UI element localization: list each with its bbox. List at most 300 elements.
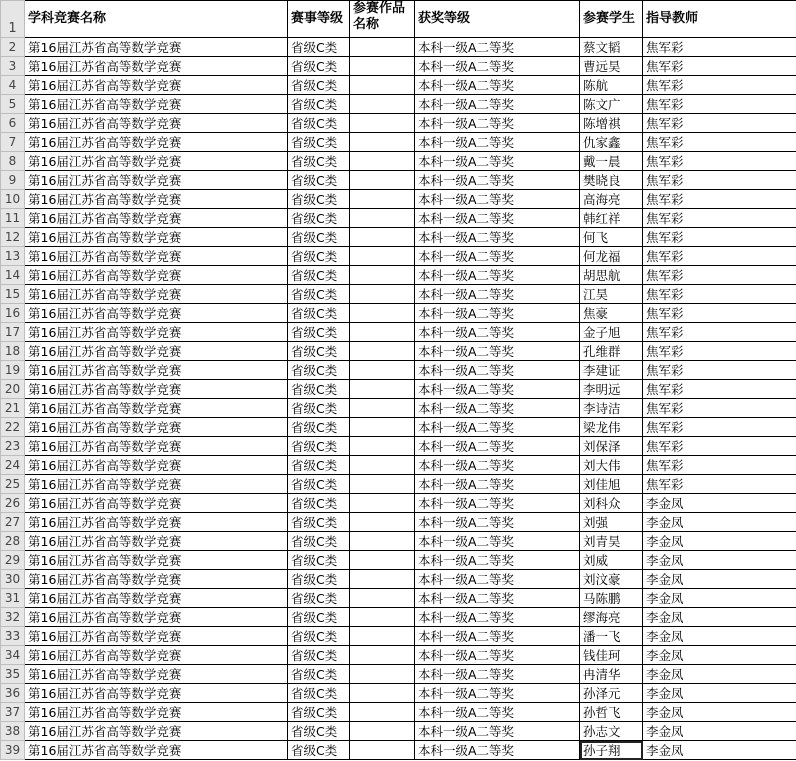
table-row — [1, 380, 796, 399]
cell-student[interactable]: 孙子翔 — [580, 741, 643, 760]
cell-teacher[interactable]: 李金凤 — [643, 722, 796, 741]
row-header[interactable]: 33 — [1, 627, 25, 646]
row-header[interactable]: 8 — [1, 152, 25, 171]
cell-level[interactable]: 省级C类 — [288, 456, 350, 475]
row-header[interactable]: 20 — [1, 380, 25, 399]
cell-competition[interactable]: 第16届江苏省高等数学竞赛 — [25, 247, 288, 266]
cell-award[interactable]: 本科一级A二等奖 — [415, 361, 580, 380]
cell-teacher[interactable]: 焦军彩 — [643, 190, 796, 209]
cell-competition[interactable]: 第16届江苏省高等数学竞赛 — [25, 57, 288, 76]
cell-teacher[interactable]: 李金凤 — [643, 684, 796, 703]
cell-competition[interactable]: 第16届江苏省高等数学竞赛 — [25, 665, 288, 684]
table-row — [1, 703, 796, 722]
cell-award[interactable]: 本科一级A二等奖 — [415, 627, 580, 646]
cell-work-name[interactable] — [350, 190, 415, 209]
cell-level[interactable]: 省级C类 — [288, 399, 350, 418]
cell-competition[interactable]: 第16届江苏省高等数学竞赛 — [25, 494, 288, 513]
cell-teacher[interactable]: 李金凤 — [643, 570, 796, 589]
cell-student[interactable]: 何飞 — [580, 228, 643, 247]
cell-award[interactable]: 本科一级A二等奖 — [415, 475, 580, 494]
table-row — [1, 684, 796, 703]
cell-student[interactable]: 胡思航 — [580, 266, 643, 285]
row-header[interactable]: 2 — [1, 38, 25, 57]
cell-level[interactable]: 省级C类 — [288, 247, 350, 266]
cell-level[interactable]: 省级C类 — [288, 437, 350, 456]
header-work-name[interactable]: 参赛作品名称 — [350, 1, 415, 38]
cell-student[interactable]: 何龙福 — [580, 247, 643, 266]
cell-student[interactable]: 刘科众 — [580, 494, 643, 513]
cell-award[interactable]: 本科一级A二等奖 — [415, 437, 580, 456]
cell-level[interactable]: 省级C类 — [288, 361, 350, 380]
row-header[interactable]: 25 — [1, 475, 25, 494]
cell-student[interactable]: 梁龙伟 — [580, 418, 643, 437]
cell-level[interactable]: 省级C类 — [288, 532, 350, 551]
table-row — [1, 304, 796, 323]
row-header[interactable]: 10 — [1, 190, 25, 209]
table-row — [1, 399, 796, 418]
cell-work-name[interactable] — [350, 361, 415, 380]
cell-competition[interactable]: 第16届江苏省高等数学竞赛 — [25, 532, 288, 551]
cell-competition[interactable]: 第16届江苏省高等数学竞赛 — [25, 361, 288, 380]
row-header[interactable]: 28 — [1, 532, 25, 551]
cell-level[interactable]: 省级C类 — [288, 513, 350, 532]
cell-level[interactable]: 省级C类 — [288, 38, 350, 57]
cell-level[interactable]: 省级C类 — [288, 589, 350, 608]
cell-award[interactable]: 本科一级A二等奖 — [415, 171, 580, 190]
cell-student[interactable]: 陈航 — [580, 76, 643, 95]
row-header[interactable]: 31 — [1, 589, 25, 608]
cell-student[interactable]: 刘大伟 — [580, 456, 643, 475]
cell-teacher[interactable]: 焦军彩 — [643, 171, 796, 190]
cell-teacher[interactable]: 李金凤 — [643, 665, 796, 684]
row-header[interactable]: 32 — [1, 608, 25, 627]
cell-level[interactable]: 省级C类 — [288, 171, 350, 190]
table-row — [1, 513, 796, 532]
row-header[interactable]: 21 — [1, 399, 25, 418]
table-row — [1, 247, 796, 266]
cell-level[interactable]: 省级C类 — [288, 608, 350, 627]
cell-award[interactable]: 本科一级A二等奖 — [415, 589, 580, 608]
cell-teacher[interactable]: 李金凤 — [643, 646, 796, 665]
cell-competition[interactable]: 第16届江苏省高等数学竞赛 — [25, 114, 288, 133]
cell-student[interactable]: 孙哲飞 — [580, 703, 643, 722]
cell-competition[interactable]: 第16届江苏省高等数学竞赛 — [25, 703, 288, 722]
cell-teacher[interactable]: 焦军彩 — [643, 456, 796, 475]
cell-competition[interactable]: 第16届江苏省高等数学竞赛 — [25, 76, 288, 95]
cell-teacher[interactable]: 焦军彩 — [643, 475, 796, 494]
table-row — [1, 342, 796, 361]
cell-teacher[interactable]: 焦军彩 — [643, 285, 796, 304]
cell-competition[interactable]: 第16届江苏省高等数学竞赛 — [25, 285, 288, 304]
cell-work-name[interactable] — [350, 285, 415, 304]
cell-student[interactable]: 刘青昊 — [580, 532, 643, 551]
cell-work-name[interactable] — [350, 551, 415, 570]
cell-competition[interactable]: 第16届江苏省高等数学竞赛 — [25, 342, 288, 361]
cell-work-name[interactable] — [350, 722, 415, 741]
cell-teacher[interactable]: 焦军彩 — [643, 76, 796, 95]
cell-award[interactable]: 本科一级A二等奖 — [415, 152, 580, 171]
cell-student[interactable]: 缪海亮 — [580, 608, 643, 627]
cell-level[interactable]: 省级C类 — [288, 703, 350, 722]
cell-level[interactable]: 省级C类 — [288, 627, 350, 646]
cell-level[interactable]: 省级C类 — [288, 323, 350, 342]
cell-award[interactable]: 本科一级A二等奖 — [415, 608, 580, 627]
cell-work-name[interactable] — [350, 247, 415, 266]
cell-award[interactable]: 本科一级A二等奖 — [415, 380, 580, 399]
header-award[interactable]: 获奖等级 — [415, 1, 580, 38]
header-teacher[interactable]: 指导教师 — [643, 1, 796, 38]
cell-competition[interactable]: 第16届江苏省高等数学竞赛 — [25, 266, 288, 285]
cell-award[interactable]: 本科一级A二等奖 — [415, 323, 580, 342]
cell-level[interactable]: 省级C类 — [288, 114, 350, 133]
cell-work-name[interactable] — [350, 266, 415, 285]
cell-level[interactable]: 省级C类 — [288, 380, 350, 399]
cell-competition[interactable]: 第16届江苏省高等数学竞赛 — [25, 133, 288, 152]
cell-work-name[interactable] — [350, 323, 415, 342]
cell-student[interactable]: 蔡文韬 — [580, 38, 643, 57]
cell-teacher[interactable]: 焦军彩 — [643, 247, 796, 266]
row-header[interactable]: 11 — [1, 209, 25, 228]
cell-level[interactable]: 省级C类 — [288, 228, 350, 247]
cell-teacher[interactable]: 焦军彩 — [643, 266, 796, 285]
cell-work-name[interactable] — [350, 513, 415, 532]
cell-teacher[interactable]: 李金凤 — [643, 703, 796, 722]
cell-student[interactable]: 曹远昊 — [580, 57, 643, 76]
cell-level[interactable]: 省级C类 — [288, 152, 350, 171]
cell-work-name[interactable] — [350, 608, 415, 627]
cell-level[interactable]: 省级C类 — [288, 285, 350, 304]
cell-teacher[interactable]: 焦军彩 — [643, 361, 796, 380]
cell-student[interactable]: 焦豪 — [580, 304, 643, 323]
row-header[interactable]: 3 — [1, 57, 25, 76]
cell-award[interactable]: 本科一级A二等奖 — [415, 513, 580, 532]
row-header[interactable]: 12 — [1, 228, 25, 247]
cell-teacher[interactable]: 焦军彩 — [643, 57, 796, 76]
row-header[interactable]: 26 — [1, 494, 25, 513]
cell-work-name[interactable] — [350, 570, 415, 589]
cell-award[interactable]: 本科一级A二等奖 — [415, 285, 580, 304]
table-row — [1, 646, 796, 665]
table-row — [1, 627, 796, 646]
cell-level[interactable]: 省级C类 — [288, 665, 350, 684]
cell-award[interactable]: 本科一级A二等奖 — [415, 551, 580, 570]
cell-teacher[interactable]: 李金凤 — [643, 589, 796, 608]
cell-work-name[interactable] — [350, 399, 415, 418]
cell-work-name[interactable] — [350, 437, 415, 456]
cell-level[interactable]: 省级C类 — [288, 190, 350, 209]
cell-teacher[interactable]: 焦军彩 — [643, 95, 796, 114]
cell-award[interactable]: 本科一级A二等奖 — [415, 665, 580, 684]
cell-teacher[interactable]: 焦军彩 — [643, 380, 796, 399]
cell-work-name[interactable] — [350, 475, 415, 494]
cell-award[interactable]: 本科一级A二等奖 — [415, 76, 580, 95]
row-header[interactable]: 7 — [1, 133, 25, 152]
cell-award[interactable]: 本科一级A二等奖 — [415, 95, 580, 114]
cell-student[interactable]: 潘一飞 — [580, 627, 643, 646]
cell-award[interactable]: 本科一级A二等奖 — [415, 532, 580, 551]
cell-award[interactable]: 本科一级A二等奖 — [415, 190, 580, 209]
cell-student[interactable]: 钱佳珂 — [580, 646, 643, 665]
cell-student[interactable]: 马陈鹏 — [580, 589, 643, 608]
cell-award[interactable]: 本科一级A二等奖 — [415, 266, 580, 285]
cell-work-name[interactable] — [350, 627, 415, 646]
row-header[interactable]: 30 — [1, 570, 25, 589]
table-row — [1, 494, 796, 513]
cell-work-name[interactable] — [350, 209, 415, 228]
row-header[interactable]: 35 — [1, 665, 25, 684]
cell-student[interactable]: 樊晓良 — [580, 171, 643, 190]
cell-award[interactable]: 本科一级A二等奖 — [415, 418, 580, 437]
cell-competition[interactable]: 第16届江苏省高等数学竞赛 — [25, 608, 288, 627]
cell-work-name[interactable] — [350, 57, 415, 76]
cell-work-name[interactable] — [350, 741, 415, 760]
cell-level[interactable]: 省级C类 — [288, 722, 350, 741]
header-student[interactable]: 参赛学生 — [580, 1, 643, 38]
cell-competition[interactable]: 第16届江苏省高等数学竞赛 — [25, 627, 288, 646]
cell-level[interactable]: 省级C类 — [288, 133, 350, 152]
cell-level[interactable]: 省级C类 — [288, 475, 350, 494]
row-header[interactable]: 17 — [1, 323, 25, 342]
cell-teacher[interactable]: 李金凤 — [643, 532, 796, 551]
cell-level[interactable]: 省级C类 — [288, 741, 350, 760]
cell-student[interactable]: 韩红祥 — [580, 209, 643, 228]
cell-student[interactable]: 陈增祺 — [580, 114, 643, 133]
cell-competition[interactable]: 第16届江苏省高等数学竞赛 — [25, 399, 288, 418]
cell-teacher[interactable]: 李金凤 — [643, 608, 796, 627]
cell-competition[interactable]: 第16届江苏省高等数学竞赛 — [25, 95, 288, 114]
row-header[interactable]: 19 — [1, 361, 25, 380]
cell-level[interactable]: 省级C类 — [288, 418, 350, 437]
row-header[interactable]: 37 — [1, 703, 25, 722]
cell-award[interactable]: 本科一级A二等奖 — [415, 133, 580, 152]
cell-level[interactable]: 省级C类 — [288, 646, 350, 665]
cell-work-name[interactable] — [350, 494, 415, 513]
cell-student[interactable]: 刘汶豪 — [580, 570, 643, 589]
cell-level[interactable]: 省级C类 — [288, 342, 350, 361]
row-header[interactable]: 6 — [1, 114, 25, 133]
cell-teacher[interactable]: 焦军彩 — [643, 38, 796, 57]
header-competition-name[interactable]: 学科竞赛名称 — [25, 1, 288, 38]
cell-competition[interactable]: 第16届江苏省高等数学竞赛 — [25, 456, 288, 475]
cell-student[interactable]: 李诗洁 — [580, 399, 643, 418]
cell-level[interactable]: 省级C类 — [288, 551, 350, 570]
cell-level[interactable]: 省级C类 — [288, 95, 350, 114]
cell-competition[interactable]: 第16届江苏省高等数学竞赛 — [25, 209, 288, 228]
cell-level[interactable]: 省级C类 — [288, 57, 350, 76]
table-row — [1, 133, 796, 152]
cell-student[interactable]: 刘保泽 — [580, 437, 643, 456]
cell-teacher[interactable]: 焦军彩 — [643, 342, 796, 361]
cell-work-name[interactable] — [350, 38, 415, 57]
cell-award[interactable]: 本科一级A二等奖 — [415, 38, 580, 57]
cell-competition[interactable]: 第16届江苏省高等数学竞赛 — [25, 684, 288, 703]
row-header[interactable]: 4 — [1, 76, 25, 95]
cell-work-name[interactable] — [350, 589, 415, 608]
cell-student[interactable]: 仇家鑫 — [580, 133, 643, 152]
cell-level[interactable]: 省级C类 — [288, 494, 350, 513]
cell-student[interactable]: 冉清华 — [580, 665, 643, 684]
cell-teacher[interactable]: 焦军彩 — [643, 399, 796, 418]
cell-award[interactable]: 本科一级A二等奖 — [415, 57, 580, 76]
cell-work-name[interactable] — [350, 380, 415, 399]
cell-work-name[interactable] — [350, 133, 415, 152]
table-row — [1, 456, 796, 475]
table-row — [1, 114, 796, 133]
cell-student[interactable]: 孔维群 — [580, 342, 643, 361]
table-row — [1, 38, 796, 57]
table-row — [1, 608, 796, 627]
cell-teacher[interactable]: 李金凤 — [643, 551, 796, 570]
cell-teacher[interactable]: 焦军彩 — [643, 133, 796, 152]
cell-award[interactable]: 本科一级A二等奖 — [415, 646, 580, 665]
cell-award[interactable]: 本科一级A二等奖 — [415, 228, 580, 247]
cell-work-name[interactable] — [350, 171, 415, 190]
cell-teacher[interactable]: 焦军彩 — [643, 114, 796, 133]
cell-award[interactable]: 本科一级A二等奖 — [415, 209, 580, 228]
cell-teacher[interactable]: 李金凤 — [643, 513, 796, 532]
cell-work-name[interactable] — [350, 114, 415, 133]
cell-work-name[interactable] — [350, 76, 415, 95]
row-header[interactable]: 27 — [1, 513, 25, 532]
cell-competition[interactable]: 第16届江苏省高等数学竞赛 — [25, 304, 288, 323]
row-header[interactable]: 9 — [1, 171, 25, 190]
row-header[interactable]: 38 — [1, 722, 25, 741]
cell-level[interactable]: 省级C类 — [288, 76, 350, 95]
cell-teacher[interactable]: 焦军彩 — [643, 209, 796, 228]
cell-teacher[interactable]: 焦军彩 — [643, 228, 796, 247]
cell-work-name[interactable] — [350, 342, 415, 361]
cell-competition[interactable]: 第16届江苏省高等数学竞赛 — [25, 171, 288, 190]
cell-competition[interactable]: 第16届江苏省高等数学竞赛 — [25, 570, 288, 589]
cell-level[interactable]: 省级C类 — [288, 209, 350, 228]
cell-work-name[interactable] — [350, 665, 415, 684]
cell-competition[interactable]: 第16届江苏省高等数学竞赛 — [25, 437, 288, 456]
cell-competition[interactable]: 第16届江苏省高等数学竞赛 — [25, 418, 288, 437]
cell-competition[interactable]: 第16届江苏省高等数学竞赛 — [25, 589, 288, 608]
table-row — [1, 589, 796, 608]
row-header[interactable]: 34 — [1, 646, 25, 665]
row-header[interactable]: 29 — [1, 551, 25, 570]
cell-teacher[interactable]: 焦军彩 — [643, 437, 796, 456]
cell-competition[interactable]: 第16届江苏省高等数学竞赛 — [25, 722, 288, 741]
cell-teacher[interactable]: 李金凤 — [643, 741, 796, 760]
table-row — [1, 722, 796, 741]
table-row — [1, 171, 796, 190]
cell-competition[interactable]: 第16届江苏省高等数学竞赛 — [25, 646, 288, 665]
cell-teacher[interactable]: 焦军彩 — [643, 323, 796, 342]
header-level[interactable]: 赛事等级 — [288, 1, 350, 38]
cell-competition[interactable]: 第16届江苏省高等数学竞赛 — [25, 513, 288, 532]
cell-student[interactable]: 戴一晨 — [580, 152, 643, 171]
cell-level[interactable]: 省级C类 — [288, 570, 350, 589]
table-row — [1, 95, 796, 114]
cell-student[interactable]: 江昊 — [580, 285, 643, 304]
cell-competition[interactable]: 第16届江苏省高等数学竞赛 — [25, 323, 288, 342]
row-header[interactable]: 16 — [1, 304, 25, 323]
cell-competition[interactable]: 第16届江苏省高等数学竞赛 — [25, 38, 288, 57]
row-header[interactable]: 39 — [1, 741, 25, 760]
cell-student[interactable]: 刘威 — [580, 551, 643, 570]
cell-competition[interactable]: 第16届江苏省高等数学竞赛 — [25, 551, 288, 570]
row-header[interactable]: 23 — [1, 437, 25, 456]
cell-competition[interactable]: 第16届江苏省高等数学竞赛 — [25, 380, 288, 399]
cell-work-name[interactable] — [350, 152, 415, 171]
cell-student[interactable]: 孙志文 — [580, 722, 643, 741]
cell-competition[interactable]: 第16届江苏省高等数学竞赛 — [25, 741, 288, 760]
cell-work-name[interactable] — [350, 532, 415, 551]
cell-award[interactable]: 本科一级A二等奖 — [415, 494, 580, 513]
table-row — [1, 228, 796, 247]
row-header[interactable]: 36 — [1, 684, 25, 703]
cell-student[interactable]: 陈文广 — [580, 95, 643, 114]
cell-student[interactable]: 孙泽元 — [580, 684, 643, 703]
cell-student[interactable]: 李明远 — [580, 380, 643, 399]
table-row — [1, 209, 796, 228]
cell-award[interactable]: 本科一级A二等奖 — [415, 722, 580, 741]
cell-award[interactable]: 本科一级A二等奖 — [415, 456, 580, 475]
cell-work-name[interactable] — [350, 228, 415, 247]
cell-student[interactable]: 高海亮 — [580, 190, 643, 209]
cell-student[interactable]: 刘佳旭 — [580, 475, 643, 494]
table-row — [1, 741, 796, 760]
cell-student[interactable]: 刘强 — [580, 513, 643, 532]
cell-teacher[interactable]: 焦军彩 — [643, 152, 796, 171]
row-header[interactable]: 22 — [1, 418, 25, 437]
row-header[interactable]: 14 — [1, 266, 25, 285]
cell-competition[interactable]: 第16届江苏省高等数学竞赛 — [25, 228, 288, 247]
cell-level[interactable]: 省级C类 — [288, 266, 350, 285]
table-row — [1, 361, 796, 380]
cell-competition[interactable]: 第16届江苏省高等数学竞赛 — [25, 475, 288, 494]
cell-competition[interactable]: 第16届江苏省高等数学竞赛 — [25, 152, 288, 171]
cell-student[interactable]: 李建证 — [580, 361, 643, 380]
cell-award[interactable]: 本科一级A二等奖 — [415, 114, 580, 133]
cell-level[interactable]: 省级C类 — [288, 304, 350, 323]
cell-award[interactable]: 本科一级A二等奖 — [415, 741, 580, 760]
cell-award[interactable]: 本科一级A二等奖 — [415, 399, 580, 418]
cell-level[interactable]: 省级C类 — [288, 684, 350, 703]
cell-award[interactable]: 本科一级A二等奖 — [415, 570, 580, 589]
row-header[interactable]: 24 — [1, 456, 25, 475]
table-row — [1, 570, 796, 589]
cell-teacher[interactable]: 焦军彩 — [643, 304, 796, 323]
row-header[interactable]: 13 — [1, 247, 25, 266]
cell-work-name[interactable] — [350, 418, 415, 437]
table-row — [1, 285, 796, 304]
table-row — [1, 152, 796, 171]
cell-teacher[interactable]: 焦军彩 — [643, 418, 796, 437]
cell-work-name[interactable] — [350, 703, 415, 722]
cell-work-name[interactable] — [350, 456, 415, 475]
cell-teacher[interactable]: 李金凤 — [643, 494, 796, 513]
cell-award[interactable]: 本科一级A二等奖 — [415, 684, 580, 703]
row-header[interactable]: 18 — [1, 342, 25, 361]
cell-work-name[interactable] — [350, 95, 415, 114]
cell-work-name[interactable] — [350, 646, 415, 665]
cell-work-name[interactable] — [350, 684, 415, 703]
row-header[interactable]: 1 — [1, 1, 25, 38]
cell-student[interactable]: 金子旭 — [580, 323, 643, 342]
cell-teacher[interactable]: 李金凤 — [643, 627, 796, 646]
row-header[interactable]: 5 — [1, 95, 25, 114]
row-header[interactable]: 15 — [1, 285, 25, 304]
cell-award[interactable]: 本科一级A二等奖 — [415, 304, 580, 323]
cell-work-name[interactable] — [350, 304, 415, 323]
cell-award[interactable]: 本科一级A二等奖 — [415, 342, 580, 361]
cell-competition[interactable]: 第16届江苏省高等数学竞赛 — [25, 190, 288, 209]
cell-award[interactable]: 本科一级A二等奖 — [415, 247, 580, 266]
cell-award[interactable]: 本科一级A二等奖 — [415, 703, 580, 722]
